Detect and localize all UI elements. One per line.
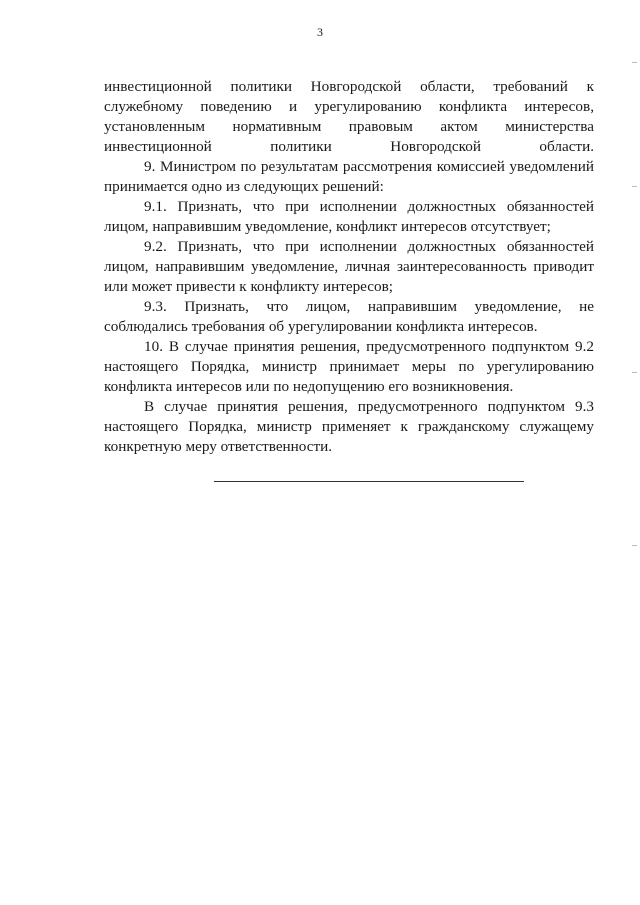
- paragraph-item-9-3: 9.3. Признать, что лицом, направившим уведомление, не соблюдались требования об урегулировании конфликта интересов.: [104, 298, 594, 335]
- page-number: 3: [317, 25, 323, 39]
- document-body: [104, 77, 594, 457]
- scan-mark: [632, 372, 637, 373]
- paragraph-continuation: инвестиционной политики Новгородской области, требований к служебному поведению и урегулированию конфликта интересов, установленным нормативным правовым актом министерства инвестиционной политики Новгородской области.: [104, 78, 594, 155]
- scan-mark: [632, 545, 637, 546]
- paragraph-item-9-2: 9.2. Признать, что при исполнении должностных обязанностей лицом, направившим уведомление, личная заинтересованность приводит или может привести к конфликту интересов;: [104, 238, 594, 295]
- end-divider: [214, 481, 524, 482]
- paragraph-item-9: 9. Министром по результатам рассмотрения комиссией уведомлений принимается одно из следующих решений:: [104, 158, 594, 195]
- paragraph-item-10: 10. В случае принятия решения, предусмотренного подпунктом 9.2 настоящего Порядка, министр принимает меры по урегулированию конфликта интересов или по недопущению его возникновения.: [104, 338, 594, 395]
- paragraph-item-10-cont: В случае принятия решения, предусмотренного подпунктом 9.3 настоящего Порядка, министр применяет к гражданскому служащему конкретную меру ответственности.: [104, 398, 594, 455]
- scan-mark: [632, 62, 637, 63]
- scan-mark: [632, 186, 637, 187]
- paragraph-item-9-1: 9.1. Признать, что при исполнении должностных обязанностей лицом, направившим уведомление, конфликт интересов отсутствует;: [104, 198, 594, 235]
